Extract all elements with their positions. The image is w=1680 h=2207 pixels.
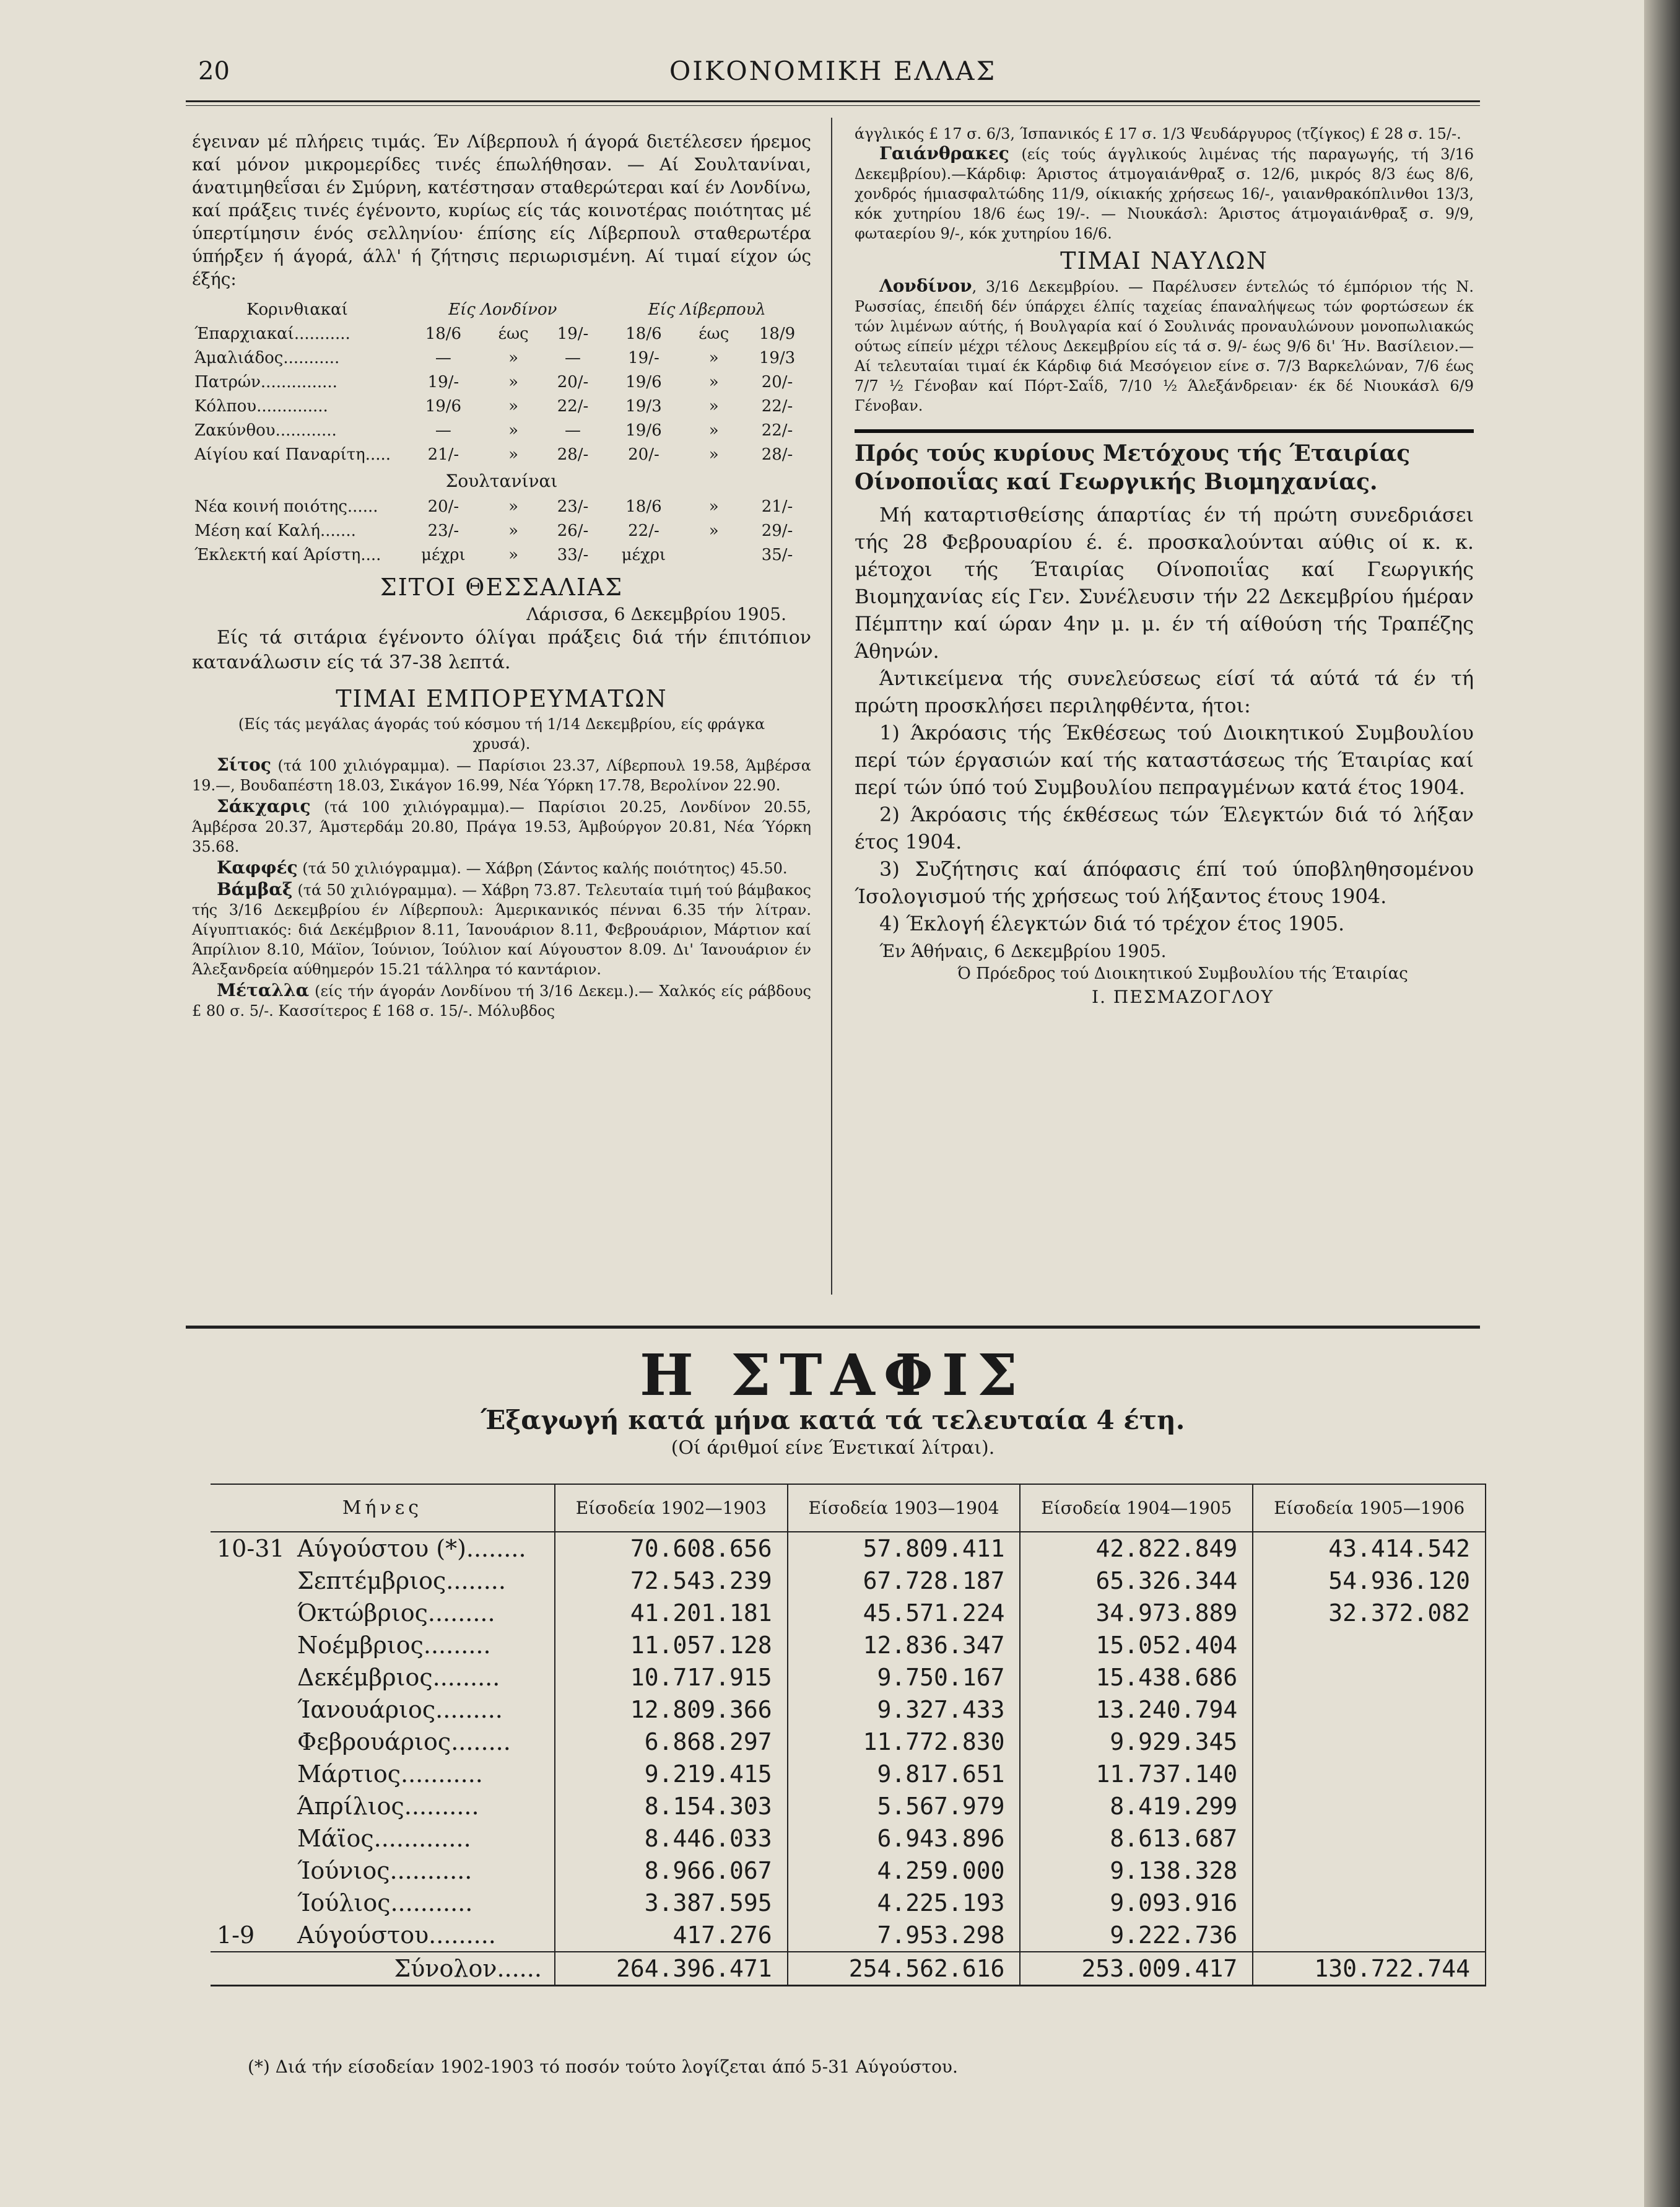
total-value: 253.009.417 (1020, 1952, 1253, 1986)
liverpool-high: 19/3 (759, 349, 796, 367)
london-low: 19/- (427, 373, 459, 391)
london-low: μέχρι (421, 546, 466, 564)
export-value: 8.154.303 (555, 1790, 788, 1822)
export-row (211, 1919, 1486, 1952)
range-sep: » (708, 421, 719, 440)
export-value (1253, 1629, 1486, 1661)
liverpool-high: 35/- (761, 546, 793, 564)
row-label: Αίγίου καί Παναρίτη (194, 445, 365, 464)
range-sep: έως (498, 325, 529, 343)
month-cell (211, 1855, 555, 1887)
export-value (1253, 1855, 1486, 1887)
export-table-header (211, 1484, 1486, 1532)
year-heading: Είσοδεία 1904—1905 (1020, 1484, 1253, 1532)
journal-title: ΟΙΚΟΝΟΜΙΚΗ ΕΛΛΑΣ (669, 56, 997, 86)
export-value: 417.276 (555, 1919, 788, 1952)
month-cell (211, 1597, 555, 1629)
page-number: 20 (198, 57, 230, 85)
export-row (211, 1565, 1486, 1597)
range-sep: » (508, 522, 519, 540)
month-name: Αύγούστου......... (297, 1921, 496, 1949)
price-row-name (192, 419, 403, 443)
liverpool-low: 22/- (628, 522, 659, 540)
range-sep: » (508, 445, 519, 464)
month-name: Σεπτέμβριος........ (297, 1567, 506, 1594)
london-low: 20/- (427, 497, 459, 516)
liverpool-low: 19/6 (625, 373, 662, 391)
london-high: 20/- (557, 373, 589, 391)
month-cell (211, 1693, 555, 1726)
row-label: Νέα κοινή ποιότης (194, 497, 347, 516)
commodity-entry (192, 797, 811, 857)
liverpool-heading: Είς Λίβερπουλ (648, 300, 766, 319)
export-value: 41.201.181 (555, 1597, 788, 1629)
notice-agenda-intro: Άντικείμενα τής συνελεύσεως είσί τά αύτά τά έν τή πρώτη προσκλήσει περιληφθέντα, ήτοι: (855, 666, 1474, 717)
row-label: Μέση καί Καλή (194, 522, 320, 540)
sultanina-heading: Σουλτανίναι (445, 471, 558, 491)
month-cell (211, 1532, 555, 1565)
london-heading: Είς Λονδίνον (448, 300, 557, 319)
export-value: 54.936.120 (1253, 1565, 1486, 1597)
staphis-export-table (211, 1484, 1486, 1986)
notice-signature-role: Ό Πρόεδρος τού Διοικητικού Συμβουλίου τής Έταιρίας (957, 964, 1408, 983)
range-sep: » (508, 373, 519, 391)
export-value: 65.326.344 (1020, 1565, 1253, 1597)
price-row (192, 519, 811, 543)
price-table-header (192, 298, 811, 322)
range-sep: » (508, 349, 519, 367)
export-value: 9.817.651 (788, 1758, 1021, 1790)
range-sep: » (508, 546, 519, 564)
export-value: 8.446.033 (555, 1822, 788, 1855)
running-head (186, 51, 1480, 88)
notice-body: Μή καταρτισθείσης άπαρτίας έν τή πρώτη συνεδριάσει τής 28 Φεβρουαρίου έ. έ. προσκαλούνται αύθις οί κ. κ. μέτοχοι τής Έταιρίας Οίνοποιΐας καί Γεωργικής Βιομηχανίας είς Γεν. Συνέλευσιν τήν 22 Δεκεμβρίου ήμέραν Πέμπτην καί ώραν 4ην μ. μ. έν τή αίθούση τής Τραπέζης Άθηνών. (855, 503, 1474, 663)
staphis-unit-note: (Οί άριθμοί είνε Ένετικαί λίτραι). (671, 1437, 995, 1459)
commodity-list (192, 755, 811, 1021)
london-high: 33/- (557, 546, 589, 564)
commodity-prices: (τά 100 χιλιόγραμμα). — Παρίσιοι 23.37, Λίβερπουλ 19.58, Άμβέρσα 19.—, Βουδαπέστη 18.03, Σικάγον 16.99, Νέα Ύόρκη 17.78, Βερολίνον 22.90. (192, 757, 811, 794)
commodity-name: Σάκχαρις (217, 796, 311, 816)
london-low: 19/6 (425, 397, 462, 416)
export-value: 9.219.415 (555, 1758, 788, 1790)
price-row-name (192, 443, 403, 467)
group-heading: Κορινθιακαί (246, 300, 348, 319)
naulon-text: , 3/16 Δεκεμβρίου. — Παρέλυσεν έντελώς τό έμπόριον τής Ν. Ρωσσίας, έπειδή δέν ύπάρχει έλπίς ταχείας έπαναλήψεως τών φορτώσεων έκ τών λιμένων αύτής, ή Βουλγαρία καί ό Σουλινάς προναυλώνουν μονοπωλιακώς ούτως είπείν μέχρι τέλους Δεκεμβρίου είς τά σ. 9/- έως 9/6 δι' Ήν. Βασίλειον.— Αί τελευταίαι τιμαί έκ Κάρδιφ διά Μεσόγειον είνε σ. 7/3 Βαρκελώναν, 7/6 έως 7/7 ½ Γένοβαν καί Πόρτ-Σαΐδ, 7/10 ½ Άλεξάνδρειαν· έκ δέ Νιουκάσλ 6/9 Γένοβαν. (855, 278, 1474, 414)
month-cell (211, 1822, 555, 1855)
export-value: 9.929.345 (1020, 1726, 1253, 1758)
export-value: 9.093.916 (1020, 1887, 1253, 1919)
month-cell (211, 1887, 555, 1919)
liverpool-low: 18/6 (625, 497, 662, 516)
month-cell (211, 1790, 555, 1822)
price-row-name (192, 395, 403, 419)
commodity-prices: (τά 100 χιλιόγραμμα).— Παρίσιοι 20.25, Λονδίνον 20.55, Άμβέρσα 20.37, Άμστερδάμ 20.80, Πράγα 19.53, Άμβούργον 20.81, Νέα Ύόρκη 35.68. (192, 798, 811, 855)
months-heading: Μήνες (211, 1484, 555, 1532)
price-row-name (192, 543, 403, 567)
agenda-item: 2) Άκρόασις τής έκθέσεως τών Έλεγκτών διά τό λήξαν έτος 1904. (855, 803, 1474, 854)
liverpool-low: 19/- (628, 349, 659, 367)
staphis-title: Η ΣΤΑΦΙΣ (639, 1342, 1027, 1409)
month-name: Αύγούστου (*)........ (297, 1535, 526, 1562)
export-value (1253, 1693, 1486, 1726)
leader-dots: ........... (294, 325, 350, 343)
liverpool-high: 22/- (761, 397, 793, 416)
sultanina-rows (192, 495, 811, 567)
export-total-row (211, 1952, 1486, 1986)
liverpool-high: 22/- (761, 421, 793, 440)
range-sep: έως (699, 325, 729, 343)
export-row (211, 1790, 1486, 1822)
page-binding-edge (1644, 0, 1680, 2207)
commodity-entry (192, 880, 811, 979)
london-low: — (435, 349, 451, 367)
export-value: 11.737.140 (1020, 1758, 1253, 1790)
export-value: 11.772.830 (788, 1726, 1021, 1758)
price-row-name (192, 495, 403, 519)
commodity-entry (192, 858, 811, 878)
export-value: 3.387.595 (555, 1887, 788, 1919)
currant-rows (192, 322, 811, 467)
leader-dots: ............... (260, 373, 337, 391)
range-sep: » (708, 349, 719, 367)
naulon-place: Λονδίνον (879, 276, 972, 296)
price-row (192, 346, 811, 370)
naulon-entry (855, 276, 1474, 416)
emporeumata-note: (Είς τάς μεγάλας άγοράς τού κόσμου τή 1/14 Δεκεμβρίου, είς φράγκα χρυσά). (238, 715, 765, 753)
export-value: 6.868.297 (555, 1726, 788, 1758)
month-name: Ίανουάριος......... (297, 1696, 503, 1723)
metals-continued: άγγλικός £ 17 σ. 6/3, Ίσπανικός £ 17 σ. 1/3 Ψευδάργυρος (τζίγκος) £ 28 σ. 15/-. (855, 125, 1461, 142)
liverpool-high: 28/- (761, 445, 793, 464)
coal-name: Γαιάνθρακες (879, 143, 1009, 164)
sitoi-dateline: Λάρισσα, 6 Δεκεμβρίου 1905. (526, 604, 786, 624)
total-value: 254.562.616 (788, 1952, 1021, 1986)
export-row (211, 1855, 1486, 1887)
london-low: 21/- (427, 445, 459, 464)
export-value (1253, 1758, 1486, 1790)
price-row-name (192, 519, 403, 543)
naulon-title: ΤΙΜΑΙ ΝΑΥΛΩΝ (1060, 247, 1268, 274)
export-value: 4.259.000 (788, 1855, 1021, 1887)
agenda-item: 4) Έκλογή έλεγκτών διά τό τρέχον έτος 1905. (879, 912, 1345, 935)
price-row-name (192, 346, 403, 370)
export-value (1253, 1661, 1486, 1693)
london-high: 22/- (557, 397, 589, 416)
range-sep: » (708, 373, 719, 391)
commodity-entry (192, 755, 811, 795)
liverpool-low: 19/6 (625, 421, 662, 440)
month-name: Μάρτιος........... (297, 1760, 483, 1788)
column-divider (831, 118, 832, 1295)
commodity-prices: (τά 50 χιλιόγραμμα). — Χάβρη 73.87. Τελευταία τιμή τού βάμβακος τής 3/16 Δεκεμβρίου έν Λίβερπουλ: Άμερικανικός πένναι 6.35 τήν λίτραν. Αίγυπτιακός: διά Δεκέμβριον 8.11, Ίανουάριον 8.11, Φεβρουάριον, Μάρτιον καί Άπρίλιον 8.10, Μάϊον, Ίούνιον, Ίούλιον καί Αύγουστον 8.09. Δι' Ίανουάριον έν Άλεξανδρεία αύθημερόν 15.21 τάλληρα τό καντάριον. (192, 881, 811, 978)
london-low: — (435, 421, 451, 440)
london-high: 26/- (557, 522, 589, 540)
day-range: 1-9 (217, 1921, 255, 1949)
row-label: Άμαλιάδος (194, 349, 284, 367)
export-value: 8.966.067 (555, 1855, 788, 1887)
export-value: 5.567.979 (788, 1790, 1021, 1822)
notice-title: Πρός τούς κυρίους Μετόχους τής Έταιρίας Οίνοποιΐας καί Γεωργικής Βιομηχανίας. (855, 440, 1411, 495)
export-value: 11.057.128 (555, 1629, 788, 1661)
export-value: 8.613.687 (1020, 1822, 1253, 1855)
month-cell (211, 1919, 555, 1952)
row-label: Ζακύνθου (194, 421, 276, 440)
leader-dots: ....... (320, 522, 356, 540)
liverpool-high: 21/- (761, 497, 793, 516)
export-value: 32.372.082 (1253, 1597, 1486, 1629)
price-row (192, 443, 811, 467)
currant-market-report: έγειναν μέ πλήρεις τιμάς. Έν Λίβερπουλ ή άγορά διετέλεσεν ήρεμος καί μόνον μικρομερίδες τινές έπωλήθησαν. — Αί Σουλτανίναι, άνατιμηθεΐσαι έν Σμύρνη, κατέστησαν σταθερώτεραι καί έν Λονδίνω, καί πράξεις τινές έγένοντο, κυρίως είς τάς κοινοτέρας ποιότητας μέ ύπερτίμησιν ένός σελληνίου· έπίσης είς Λίβερπουλ σταθερωτέρα ύπήρξεν ή άγορά, άλλ' ή ζήτησις περιωρισμένη. Αί τιμαί είχον ώς έξής: (192, 131, 811, 289)
total-label: Σύνολον...... (211, 1952, 555, 1986)
month-name: Όκτώβριος......... (297, 1599, 495, 1627)
export-value: 34.973.889 (1020, 1597, 1253, 1629)
year-heading: Είσοδεία 1902—1903 (555, 1484, 788, 1532)
range-sep: » (708, 497, 719, 516)
export-rows (211, 1532, 1486, 1952)
notice-rule (855, 429, 1474, 433)
leader-dots: ..... (365, 445, 391, 464)
agenda-item: 1) Άκρόασις τής Έκθέσεως τού Διοικητικού Συμβουλίου περί τών έργασιών καί τής καταστάσεως τής Έταιρίας καί περί τών ύπό τού Συμβουλίου πεπραγμένων κατά έτος 1904. (855, 721, 1474, 799)
price-row (192, 495, 811, 519)
price-row (192, 370, 811, 395)
month-name: Δεκέμβριος......... (297, 1664, 500, 1691)
export-value (1253, 1790, 1486, 1822)
export-value: 9.222.736 (1020, 1919, 1253, 1952)
range-sep: » (508, 497, 519, 516)
range-sep: » (708, 522, 719, 540)
month-cell (211, 1661, 555, 1693)
commodity-prices: (είς τήν άγοράν Λονδίνου τή 3/16 Δεκεμ.).— Χαλκός είς ράβδους £ 80 σ. 5/-. Κασσίτερος £ 168 σ. 15/-. Μόλυβδος (192, 982, 811, 1020)
export-row (211, 1822, 1486, 1855)
export-row (211, 1661, 1486, 1693)
sitoi-title: ΣΙΤΟΙ ΘΕΣΣΑΛΙΑΣ (380, 574, 624, 601)
total-value: 264.396.471 (555, 1952, 788, 1986)
month-name: Ίούλιος........... (297, 1889, 473, 1916)
london-low: 18/6 (425, 325, 462, 343)
export-value: 4.225.193 (788, 1887, 1021, 1919)
export-value: 9.138.328 (1020, 1855, 1253, 1887)
sitoi-report: Είς τά σιτάρια έγένοντο όλίγαι πράξεις διά τήν έπιτόπιον κατανάλωσιν είς τά 37-38 λεπτά. (192, 627, 811, 673)
liverpool-low: μέχρι (621, 546, 666, 564)
price-row (192, 543, 811, 567)
month-name: Ίούνιος........... (297, 1857, 472, 1884)
header-rule (186, 100, 1480, 102)
commodity-entry (192, 981, 811, 1021)
leader-dots: .............. (256, 397, 328, 416)
export-row (211, 1532, 1486, 1565)
row-label: Πατρών (194, 373, 261, 391)
currant-price-table (192, 298, 811, 567)
price-row (192, 322, 811, 346)
leader-dots: .... (360, 546, 381, 564)
export-value: 43.414.542 (1253, 1532, 1486, 1565)
price-row (192, 395, 811, 419)
liverpool-low: 18/6 (625, 325, 662, 343)
price-row-name (192, 370, 403, 395)
day-range: 10-31 (217, 1535, 285, 1562)
commodity-name: Καφφές (217, 857, 298, 878)
liverpool-high: 29/- (761, 522, 793, 540)
export-value: 72.543.239 (555, 1565, 788, 1597)
london-high: — (565, 421, 581, 440)
month-cell (211, 1629, 555, 1661)
coal-text: (είς τούς άγγλικούς λιμένας τής παραγωγής, τή 3/16 Δεκεμβρίου).—Κάρδιφ: Άριστος άτμογαιάνθραξ σ. 12/6, μικρός 8/3 έως 8/6, χονδρός ήμιασφαλτώδης 11/9, οίκιακής χρήσεως 16/-, γαιανθρακόπλινθοι 13/3, κόκ χυτηρίου 18/6 έως 19/-. — Νιουκάσλ: Άριστος άτμογαιάνθραξ σ. 9/9, φωταερίου 9/-, κόκ χυτηρίου 16/6. (855, 146, 1474, 242)
commodity-name: Σίτος (217, 754, 271, 775)
london-high: 28/- (557, 445, 589, 464)
month-name: Άπρίλιος.......... (297, 1793, 479, 1820)
month-name: Μάϊος............. (297, 1825, 471, 1852)
staphis-footnote: (*) Διά τήν είσοδείαν 1902-1903 τό ποσόν τούτο λογίζεται άπό 5-31 Αύγούστου. (248, 2056, 958, 2077)
notice-signature-name: Ι. ΠΕΣΜΑΖΟΓΛΟΥ (1092, 987, 1274, 1007)
month-cell (211, 1565, 555, 1597)
leader-dots: ........... (283, 349, 340, 367)
price-row (192, 419, 811, 443)
export-value: 45.571.224 (788, 1597, 1021, 1629)
london-high: — (565, 349, 581, 367)
london-low: 23/- (427, 522, 459, 540)
year-heading: Είσοδεία 1903—1904 (788, 1484, 1021, 1532)
month-name: Νοέμβριος......... (297, 1632, 491, 1659)
export-value: 57.809.411 (788, 1532, 1021, 1565)
row-label: Κόλπου (194, 397, 257, 416)
london-high: 23/- (557, 497, 589, 516)
export-row (211, 1693, 1486, 1726)
price-row-name (192, 322, 403, 346)
liverpool-high: 20/- (761, 373, 793, 391)
range-sep: » (508, 421, 519, 440)
left-column (192, 130, 811, 1021)
export-value: 9.750.167 (788, 1661, 1021, 1693)
export-value: 70.608.656 (555, 1532, 788, 1565)
right-column (855, 124, 1474, 1008)
export-value: 12.836.347 (788, 1629, 1021, 1661)
range-sep: » (508, 397, 519, 416)
export-row (211, 1758, 1486, 1790)
emporeumata-title: ΤΙΜΑΙ ΕΜΠΟΡΕΥΜΑΤΩΝ (336, 685, 668, 712)
export-value: 15.052.404 (1020, 1629, 1253, 1661)
row-label: Έπαρχιακαί (194, 325, 294, 343)
export-value (1253, 1822, 1486, 1855)
month-cell (211, 1758, 555, 1790)
range-sep: » (708, 397, 719, 416)
year-heading: Είσοδεία 1905—1906 (1253, 1484, 1486, 1532)
row-label: Έκλεκτή καί Άρίστη (194, 546, 361, 564)
range-sep (684, 543, 743, 567)
leader-dots: ...... (347, 497, 378, 516)
liverpool-high: 18/9 (759, 325, 796, 343)
export-value: 67.728.187 (788, 1565, 1021, 1597)
london-high: 19/- (557, 325, 589, 343)
export-value (1253, 1726, 1486, 1758)
commodity-name: Βάμβαξ (217, 879, 293, 899)
leader-dots: ............ (275, 421, 337, 440)
range-sep: » (708, 445, 719, 464)
notice-agenda (855, 719, 1474, 937)
agenda-item: 3) Συζήτησις καί άπόφασις έπί τού ύποβληθησομένου Ίσολογισμού τής χρήσεως τού λήξαντος έτους 1904. (855, 857, 1474, 908)
notice-date: Έν Άθήναις, 6 Δεκεμβρίου 1905. (879, 941, 1167, 961)
export-value (1253, 1919, 1486, 1952)
export-row (211, 1887, 1486, 1919)
staphis-top-rule (186, 1326, 1480, 1329)
export-value (1253, 1887, 1486, 1919)
month-cell (211, 1726, 555, 1758)
export-value: 6.943.896 (788, 1822, 1021, 1855)
coal-entry (855, 144, 1474, 243)
export-value: 15.438.686 (1020, 1661, 1253, 1693)
export-row (211, 1597, 1486, 1629)
export-value: 42.822.849 (1020, 1532, 1253, 1565)
staphis-subtitle: Έξαγωγή κατά μήνα κατά τά τελευταία 4 έτη. (481, 1405, 1185, 1435)
liverpool-low: 19/3 (625, 397, 662, 416)
export-row (211, 1726, 1486, 1758)
export-value: 10.717.915 (555, 1661, 788, 1693)
commodity-name: Μέταλλα (217, 980, 310, 1000)
month-name: Φεβρουάριος........ (297, 1728, 511, 1755)
header-rule-thin (186, 105, 1480, 106)
export-value: 12.809.366 (555, 1693, 788, 1726)
export-value: 8.419.299 (1020, 1790, 1253, 1822)
liverpool-low: 20/- (628, 445, 659, 464)
export-value: 13.240.794 (1020, 1693, 1253, 1726)
commodity-prices: (τά 50 χιλιόγραμμα). — Χάβρη (Σάντος καλής ποιότητος) 45.50. (302, 860, 788, 877)
total-value: 130.722.744 (1253, 1952, 1486, 1986)
export-value: 9.327.433 (788, 1693, 1021, 1726)
export-row (211, 1629, 1486, 1661)
export-value: 7.953.298 (788, 1919, 1021, 1952)
